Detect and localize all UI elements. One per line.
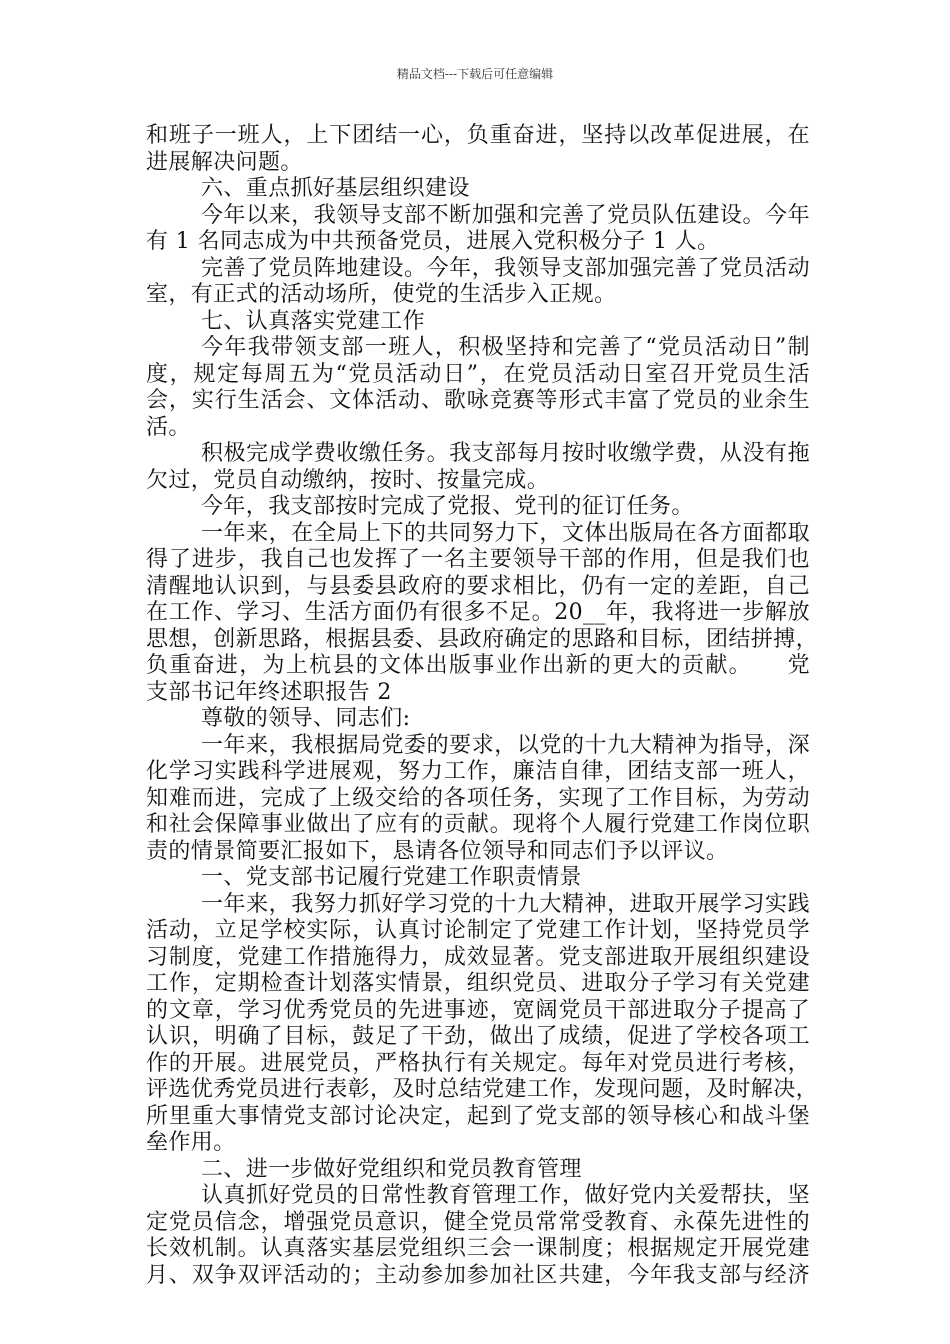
text-line: 评选优秀党员进行表彰，及时总结党建工作，发现问题，及时解决， [146,1077,819,1102]
text-line: 知难而进，完成了上级交给的各项任务，实现了工作目标，为劳动 [146,785,810,811]
text-line: 度，规定每周五为“党员活动日”，在党员活动日室召开党员生活 [146,361,810,387]
text-line: 得了进步，我自己也发挥了一名主要领导干部的作用，但是我们也 [146,547,810,572]
text-line: 认真抓好党员的日常性教育管理工作，做好党内关爱帮扶，坚 [201,1183,810,1208]
text-line: 思想，创新思路，根据县委、县政府确定的思路和目标，团结拼搏， [146,626,819,652]
text-line: 长效机制。认真落实基层党组织三会一课制度；根据规定开展党建 [146,1236,810,1261]
text-line: 积极完成学费收缴任务。我支部每月按时收缴学费，从没有拖 [201,441,810,466]
text-line: 进展解决问题。 [146,149,303,175]
text-line: 一、党支部书记履行党建工作职责情景 [201,865,582,890]
text-line: 责的情景简要汇报如下，恳请各位领导和同志们予以评议。 [146,838,729,864]
text-line: 定党员信念，增强党员意识，健全党员常常受教育、永葆先进性的 [146,1209,810,1235]
text-line: 一年来，我努力抓好学习党的十九大精神，进取开展学习实践 [201,891,810,917]
text-line: 作的开展。进展党员，严格执行有关规定。每年对党员进行考核， [146,1050,810,1076]
text-line: 和班子一班人，上下团结一心，负重奋进，坚持以改革促进展，在 [146,123,810,148]
text-line: 和社会保障事业做出了应有的贡献。现将个人履行党建工作岗位职 [146,812,810,837]
text-line: 清醒地认识到，与县委县政府的要求相比，仍有一定的差距，自己 [146,573,810,599]
text-line: 七、认真落实党建工作 [201,308,426,334]
text-line: 的文章，学习优秀党员的先进事迹，宽阔党员干部进取分子提高了 [146,997,810,1023]
text-line: 今年以来，我领导支部不断加强和完善了党员队伍建设。今年 [201,202,810,228]
text-line: 会，实行生活会、文体活动、歌咏竞赛等形式丰富了党员的业余生 [146,388,810,413]
text-line: 二、进一步做好党组织和党员教育管理 [201,1156,582,1182]
page-header: 精品文档---下载后可任意编辑 [396,67,554,81]
document-body [146,123,819,1289]
text-line: 六、重点抓好基层组织建设 [201,176,470,201]
text-line: 完善了党员阵地建设。今年，我领导支部加强完善了党员活动 [201,255,810,281]
text-line: 负重奋进，为上杭县的文体出版事业作出新的更大的贡献。 党 [146,653,810,678]
text-line: 活。 [146,414,191,440]
text-line: 今年我带领支部一班人，积极坚持和完善了“党员活动日”制 [201,335,810,360]
text-line: 尊敬的领导、同志们: [201,706,411,731]
text-line: 活动，立足学校实际，认真讨论制定了党建工作计划，坚持党员学 [146,918,810,943]
text-line: 化学习实践科学进展观，努力工作，廉洁自律，团结支部一班人， [146,759,810,784]
text-line: 垒作用。 [146,1130,236,1155]
text-line: 所里重大事情党支部讨论决定，起到了党支部的领导核心和战斗堡 [146,1103,810,1129]
text-line: 在工作、学习、生活方面仍有很多不足。20__年，我将进一步解放 [146,600,810,625]
text-line: 一年来，在全局上下的共同努力下，文体出版局在各方面都取 [201,520,810,546]
text-line: 支部书记年终述职报告 2 [146,679,392,705]
text-line: 欠过，党员自动缴纳，按时、按量完成。 [146,467,550,493]
text-line: 一年来，我根据局党委的要求，以党的十九大精神为指导，深 [201,732,810,758]
text-line: 习制度，党建工作措施得力，成效显著。党支部进取开展组织建设 [146,944,810,970]
text-line: 月、双争双评活动的；主动参加参加社区共建，今年我支部与经济 [146,1262,810,1288]
text-line: 室，有正式的活动场所，使党的生活步入正规。 [146,282,617,307]
text-line: 今年，我支部按时完成了党报、党刊的征订任务。 [201,494,694,519]
text-line: 有 1 名同志成为中共预备党员，进展入党积极分子 1 人。 [146,229,720,254]
text-line: 工作，定期检查计划落实情景，组织党员、进取分子学习有关党建 [146,971,810,996]
text-line: 认识，明确了目标，鼓足了干劲，做出了成绩，促进了学校各项工 [146,1024,810,1049]
